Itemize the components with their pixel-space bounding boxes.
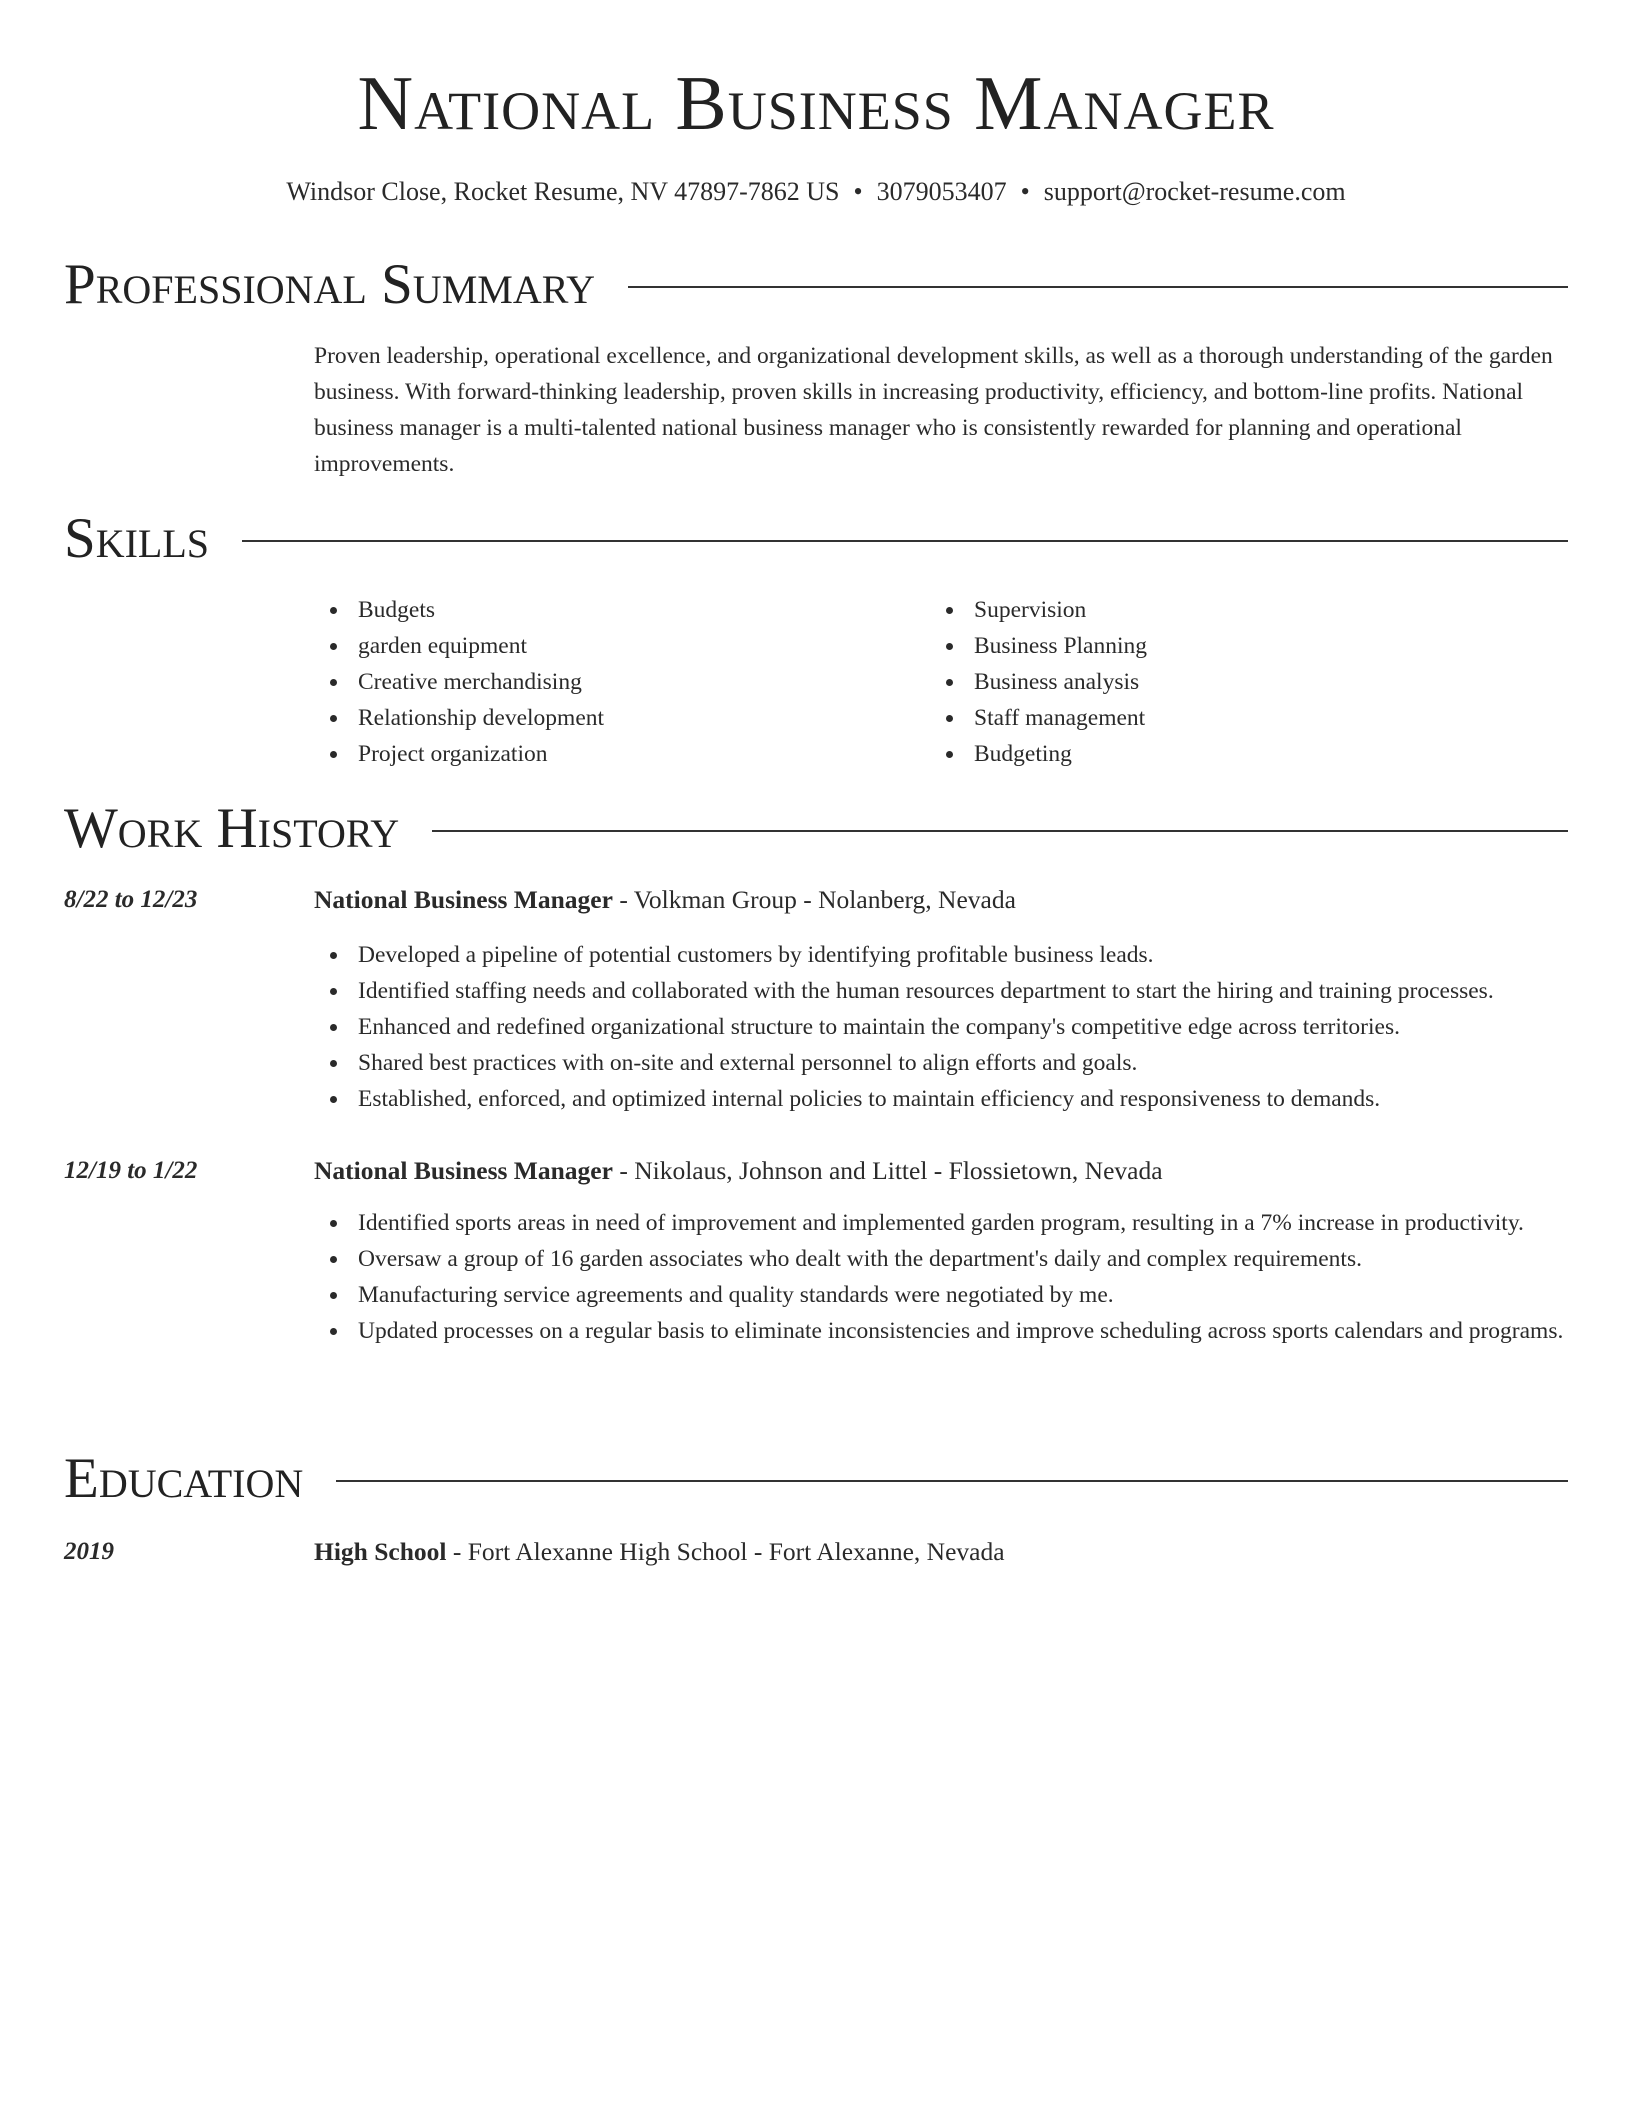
skill-item: Relationship development: [314, 700, 604, 736]
job-bullet: Identified staffing needs and collaborated with the human resources department to start the hiring and training processes.: [314, 973, 1584, 1009]
section-divider: [628, 286, 1568, 288]
skill-item: Business analysis: [930, 664, 1147, 700]
skill-item: Business Planning: [930, 628, 1147, 664]
job-title: National Business Manager: [314, 885, 613, 914]
skills-heading: Skills: [64, 507, 210, 570]
job-bullet: Updated processes on a regular basis to eliminate inconsistencies and improve scheduling across sports calendars and programs.: [314, 1313, 1584, 1349]
summary-section-header: [64, 252, 1568, 318]
contact-email: support@rocket-resume.com: [1043, 177, 1346, 206]
job-employer: - Volkman Group - Nolanberg, Nevada: [612, 885, 1016, 914]
skills-list-right: [930, 592, 1147, 772]
education-year: 2019: [64, 1538, 114, 1565]
contact-separator: •: [1020, 177, 1030, 206]
education-school: - Fort Alexanne High School - Fort Alexanne, Nevada: [446, 1537, 1005, 1566]
resume-name: National Business Manager: [357, 60, 1275, 146]
contact-address: Windsor Close, Rocket Resume, NV 47897-7862 US: [286, 177, 840, 206]
skill-item: Supervision: [930, 592, 1147, 628]
summary-heading: Professional Summary: [64, 253, 596, 316]
summary-text: Proven leadership, operational excellence, and organizational development skills, as well as a thorough understanding of the garden business. With forward-thinking leadership, proven skills in increasing productivity, efficiency, and bottom-line profits. National business manager is a multi-talented national business manager who is consistently rewarded for planning and operational improvements.: [314, 343, 1553, 477]
education-line: [314, 1534, 1005, 1570]
job-bullet: Established, enforced, and optimized internal policies to maintain efficiency and responsiveness to demands.: [314, 1081, 1584, 1117]
job-bullets: [314, 937, 1584, 1117]
job-title: National Business Manager: [314, 1156, 613, 1185]
skill-item: Budgeting: [930, 736, 1147, 772]
skill-item: Creative merchandising: [314, 664, 604, 700]
job-heading: [314, 882, 1016, 918]
skills-section-header: [64, 506, 1568, 572]
skill-item: Staff management: [930, 700, 1147, 736]
job-bullet: Enhanced and redefined organizational structure to maintain the company's competitive edge across territories.: [314, 1009, 1584, 1045]
section-divider: [242, 540, 1568, 542]
job-heading: [314, 1153, 1163, 1189]
education-degree: High School: [314, 1537, 447, 1566]
job-bullet: Oversaw a group of 16 garden associates who dealt with the department's daily and complex requirements.: [314, 1241, 1584, 1277]
skill-item: garden equipment: [314, 628, 604, 664]
skill-item: Project organization: [314, 736, 604, 772]
education-heading: Education: [64, 1447, 304, 1510]
job-bullet: Identified sports areas in need of improvement and implemented garden program, resulting in a 7% increase in productivity.: [314, 1205, 1584, 1241]
job-dates: 8/22 to 12/23: [64, 886, 198, 913]
job-bullet: Shared best practices with on-site and external personnel to align efforts and goals.: [314, 1045, 1584, 1081]
contact-phone: 3079053407: [876, 177, 1007, 206]
section-divider: [432, 830, 1568, 832]
skill-item: Budgets: [314, 592, 604, 628]
job-dates: 12/19 to 1/22: [64, 1157, 198, 1184]
skills-list-left: [314, 592, 604, 772]
work-heading: Work History: [64, 797, 400, 860]
job-bullet: Developed a pipeline of potential customers by identifying profitable business leads.: [314, 937, 1584, 973]
section-divider: [336, 1480, 1568, 1482]
contact-line: [0, 174, 1632, 210]
job-bullets: [314, 1205, 1584, 1349]
education-section-header: [64, 1446, 1568, 1512]
contact-separator: •: [853, 177, 863, 206]
work-section-header: [64, 796, 1568, 862]
job-bullet: Manufacturing service agreements and quality standards were negotiated by me.: [314, 1277, 1584, 1313]
job-employer: - Nikolaus, Johnson and Littel - Flossietown, Nevada: [612, 1156, 1163, 1185]
